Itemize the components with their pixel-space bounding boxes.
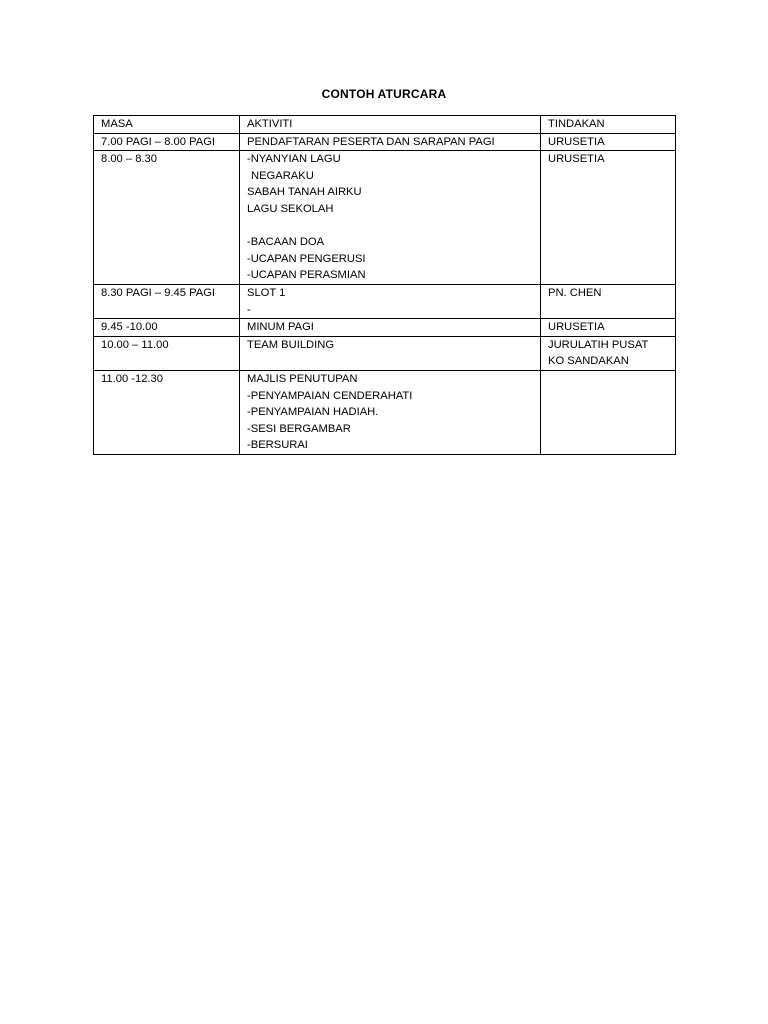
aktiviti-line: SABAH TANAH AIRKU — [247, 186, 362, 199]
aktiviti-line: -SESI BERGAMBAR — [247, 422, 351, 435]
aktiviti-line — [247, 218, 536, 235]
table-row — [94, 319, 676, 337]
aktiviti-line: LAGU SEKOLAH — [247, 202, 334, 215]
aktiviti-line: MINUM PAGI — [247, 321, 314, 334]
cell-tindakan — [541, 336, 676, 370]
aktiviti-line: -BACAAN DOA — [247, 236, 325, 249]
cell-tindakan — [541, 133, 676, 151]
cell-aktiviti — [240, 133, 541, 151]
cell-tindakan — [541, 370, 676, 454]
aktiviti-line: PENDAFTARAN PESERTA DAN SARAPAN PAGI — [247, 135, 495, 148]
tindakan-line: URUSETIA — [548, 153, 605, 166]
cell-aktiviti — [240, 319, 541, 337]
aktiviti-line: SLOT 1 — [247, 286, 286, 299]
aktiviti-line: -PENYAMPAIAN HADIAH. — [247, 406, 379, 419]
schedule-table — [93, 115, 676, 455]
cell-masa: 8.00 – 8.30 — [94, 151, 240, 285]
header-aktiviti: AKTIVITI — [240, 116, 541, 134]
tindakan-line: KO SANDAKAN — [548, 355, 629, 368]
tindakan-line: JURULATIH PUSAT — [548, 338, 649, 351]
cell-tindakan — [541, 151, 676, 285]
cell-masa: 9.45 -10.00 — [94, 319, 240, 337]
cell-masa: 10.00 – 11.00 — [94, 336, 240, 370]
cell-aktiviti — [240, 370, 541, 454]
header-masa: MASA — [94, 116, 240, 134]
cell-masa: 7.00 PAGI – 8.00 PAGI — [94, 133, 240, 151]
aktiviti-line: MAJLIS PENUTUPAN — [247, 372, 358, 385]
tindakan-line: URUSETIA — [548, 321, 605, 334]
cell-aktiviti — [240, 336, 541, 370]
tindakan-line: PN. CHEN — [548, 286, 602, 299]
header-tindakan: TINDAKAN — [541, 116, 676, 134]
cell-aktiviti — [240, 284, 541, 318]
aktiviti-line: -PENYAMPAIAN CENDERAHATI — [247, 389, 413, 402]
cell-aktiviti — [240, 151, 541, 285]
cell-tindakan — [541, 284, 676, 318]
aktiviti-line: - — [247, 303, 251, 316]
cell-masa: 11.00 -12.30 — [94, 370, 240, 454]
document-title: CONTOH ATURCARA — [321, 87, 447, 101]
table-row — [94, 151, 676, 285]
aktiviti-line: -NYANYIAN LAGU — [247, 153, 341, 166]
table-row — [94, 336, 676, 370]
tindakan-line: URUSETIA — [548, 135, 605, 148]
aktiviti-line: -UCAPAN PERASMIAN — [247, 269, 366, 282]
table-row — [94, 133, 676, 151]
aktiviti-line: NEGARAKU — [251, 169, 314, 182]
table-row — [94, 370, 676, 454]
aktiviti-line: TEAM BUILDING — [247, 338, 335, 351]
table-row — [94, 284, 676, 318]
table-header-row — [94, 116, 676, 134]
cell-masa: 8.30 PAGI – 9.45 PAGI — [94, 284, 240, 318]
aktiviti-line: -BERSURAI — [247, 439, 308, 452]
cell-tindakan — [541, 319, 676, 337]
aktiviti-line: -UCAPAN PENGERUSI — [247, 252, 366, 265]
